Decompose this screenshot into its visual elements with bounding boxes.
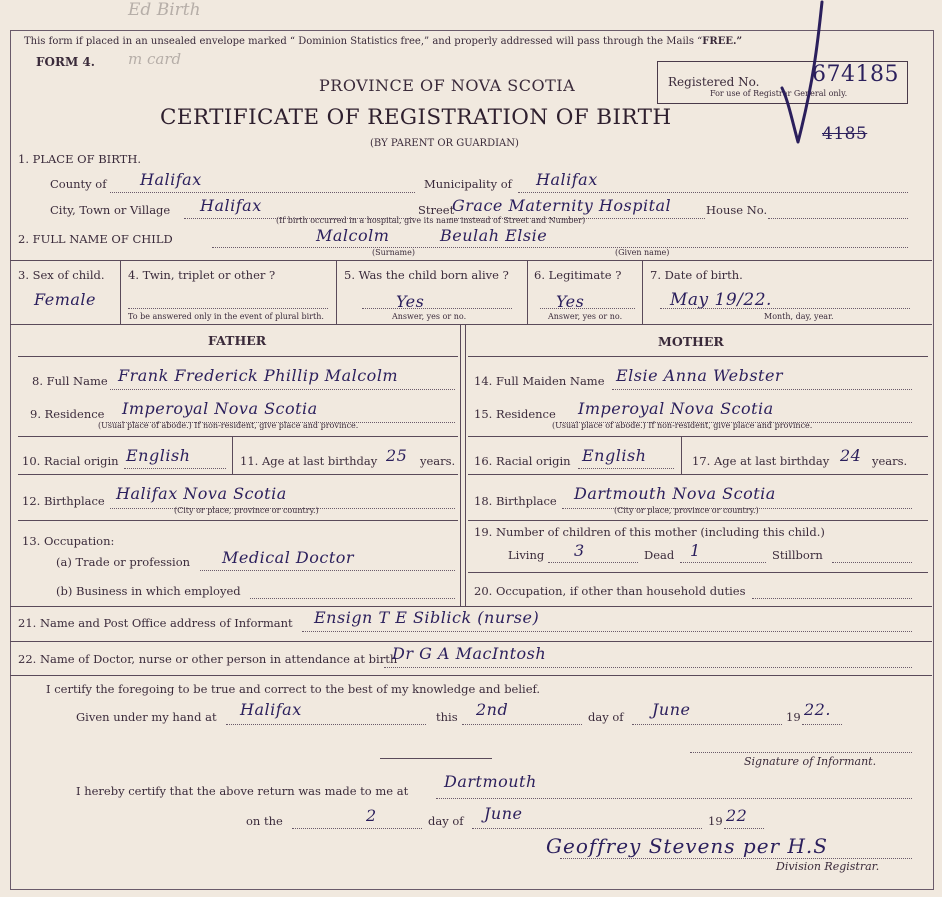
father-years: years. [420,454,456,468]
province-heading: PROVINCE OF NOVA SCOTIA [319,76,576,95]
informant-signature-line [690,752,912,753]
alive-note: Answer, yes or no. [392,312,467,321]
divider [18,520,458,521]
this-label: this [436,710,458,724]
divider [468,356,928,357]
on-the-label: on the [246,814,283,828]
given-under-label: Given under my hand at [76,710,217,724]
municipality-line [518,192,908,193]
father-race-label: 10. Racial origin [22,454,119,468]
mother-heading: MOTHER [658,334,724,349]
father-birthplace-value[interactable]: Halifax Nova Scotia [116,484,287,503]
father-name-value[interactable]: Frank Frederick Phillip Malcolm [118,366,399,385]
attendant-value[interactable]: Dr G A MacIntosh [392,644,547,663]
municipality-value[interactable]: Halifax [536,170,598,189]
informant-line [302,631,912,632]
divider [10,324,932,325]
legitimate-value[interactable]: Yes [556,292,585,311]
pencil-note-top: Ed Birth [128,0,201,20]
stillborn-line [832,562,912,563]
form-number: FORM 4. [36,55,95,69]
short-rule [380,758,492,759]
house-number-label: House No. [706,203,768,217]
parents-divider [465,324,466,606]
father-name-line [110,389,455,390]
divider [232,436,233,474]
return-place-value[interactable]: Dartmouth [444,772,537,791]
month-value[interactable]: June [652,700,691,719]
dob-value[interactable]: May 19/22. [670,290,772,310]
day-line [462,724,582,725]
day2-line [292,828,422,829]
alive-line [362,308,512,309]
city-label: City, Town or Village [50,203,171,217]
living-value[interactable]: 3 [574,541,585,560]
alive-value[interactable]: Yes [396,292,425,311]
year-value[interactable]: 22. [804,700,831,719]
mother-birthplace-note: (City or place, province or country.) [614,506,759,515]
return-place-line [436,798,912,799]
twin-label: 4. Twin, triplet or other ? [128,268,276,282]
mother-name-line [612,389,912,390]
dob-line [660,308,910,309]
dead-line [680,562,766,563]
father-trade-line [200,570,455,571]
father-age-label: 11. Age at last birthday [240,454,378,468]
mother-residence-value[interactable]: Imperoyal Nova Scotia [578,399,774,418]
dead-value[interactable]: 1 [690,541,701,560]
father-residence-label: 9. Residence [30,407,105,421]
day-value[interactable]: 2nd [476,700,509,719]
given-place-value[interactable]: Halifax [240,700,302,719]
year-prefix2: 19 [708,814,723,828]
year-prefix: 19 [786,710,801,724]
alive-label: 5. Was the child born alive ? [344,268,509,282]
registrar-label: Division Registrar. [776,860,880,873]
father-residence-value[interactable]: Imperoyal Nova Scotia [122,399,318,418]
mother-age-label: 17. Age at last birthday [692,454,830,468]
divider [18,474,458,475]
legitimate-line [540,308,635,309]
living-line [548,562,638,563]
street-value[interactable]: Grace Maternity Hospital [452,196,672,215]
father-trade-label: (a) Trade or profession [56,555,191,569]
informant-signature-label: Signature of Informant. [744,755,877,768]
place-of-birth-heading: 1. PLACE OF BIRTH. [18,152,142,166]
dob-note: Month, day, year. [764,312,834,321]
registrar-signature-line [560,858,912,859]
legitimate-label: 6. Legitimate ? [534,268,622,282]
sex-label: 3. Sex of child. [18,268,105,282]
house-number-line [768,218,908,219]
divider [10,260,932,261]
stillborn-label: Stillborn [772,548,823,562]
parents-divider [460,324,461,606]
day-of-label: day of [588,710,624,724]
dead-label: Dead [644,548,675,562]
father-trade-value[interactable]: Medical Doctor [222,548,355,567]
mother-residence-note: (Usual place of abode.) If non-resident, give place and province. [552,421,813,430]
dob-label: 7. Date of birth. [650,268,743,282]
divider [468,520,928,521]
divider [336,260,337,324]
city-value[interactable]: Halifax [200,196,262,215]
mother-race-line [578,468,674,469]
mother-years: years. [872,454,908,468]
given-place-line [226,724,426,725]
mother-race-value[interactable]: English [582,446,647,465]
county-value[interactable]: Halifax [140,170,202,189]
mother-race-label: 16. Racial origin [474,454,571,468]
attendant-line [384,667,912,668]
father-race-value[interactable]: English [126,446,191,465]
child-name-line [212,247,908,248]
street-note: (If birth occurred in a hospital, give its name instead of Street and Number) [276,216,586,225]
mother-residence-label: 15. Residence [474,407,556,421]
father-heading: FATHER [208,333,267,348]
divider [642,260,643,324]
divider [18,436,458,437]
father-occupation-label: 13. Occupation: [22,534,115,548]
month2-value[interactable]: June [484,804,523,823]
mother-birthplace-label: 18. Birthplace [474,494,557,508]
divider [10,606,932,607]
registered-note: For use of Registrar General only. [710,89,848,98]
county-label: County of [50,177,107,191]
divider [10,675,932,676]
divider [18,356,458,357]
street-label: Street [418,203,455,217]
father-race-line [124,468,226,469]
municipality-label: Municipality of [424,177,512,191]
day2-value[interactable]: 2 [366,806,377,825]
registered-label: Registered No. [668,75,760,89]
month2-line [472,828,702,829]
father-business-label: (b) Business in which employed [56,584,241,598]
father-age-value[interactable]: 25 [386,446,408,465]
day-of2-label: day of [428,814,464,828]
mail-notice: This form if placed in an unsealed envelope marked “ Dominion Statistics free,” and properly addressed will pass through the Mails “FREE.” [24,36,743,47]
ink-check-mark [770,0,830,150]
father-name-label: 8. Full Name [32,374,108,388]
year2-value[interactable]: 22 [726,806,748,825]
month-line [632,724,782,725]
twin-line [128,308,328,309]
legitimate-note: Answer, yes or no. [548,312,623,321]
mother-birthplace-value[interactable]: Dartmouth Nova Scotia [574,484,776,503]
twin-note: To be answered only in the event of plural birth. [128,312,324,321]
divider [10,641,932,642]
living-label: Living [508,548,545,562]
child-given-name[interactable]: Beulah Elsie [440,226,548,245]
father-birthplace-note: (City or place, province or country.) [174,506,319,515]
divider [527,260,528,324]
return-label: I hereby certify that the above return was made to me at [76,784,409,798]
mother-children-label: 19. Number of children of this mother (including this child.) [474,525,825,539]
surname-note: (Surname) [372,248,415,257]
mother-occupation-label: 20. Occupation, if other than household duties [474,584,746,598]
child-surname[interactable]: Malcolm [316,226,390,245]
registered-number: 674185 [812,62,899,87]
mother-occupation-line [752,598,912,599]
attendant-label: 22. Name of Doctor, nurse or other person in attendance at birth [18,652,398,666]
father-business-line [250,598,455,599]
county-line [110,192,415,193]
informant-label: 21. Name and Post Office address of Informant [18,616,293,630]
struck-number: 4185 [822,124,868,144]
divider [120,260,121,324]
mother-name-value[interactable]: Elsie Anna Webster [616,366,784,385]
divider [468,572,928,573]
father-residence-note: (Usual place of abode.) If non-resident, give place and province. [98,421,359,430]
year-line [802,724,842,725]
pencil-note-side: m card [128,50,182,68]
child-name-label: 2. FULL NAME OF CHILD [18,232,173,246]
mother-name-label: 14. Full Maiden Name [474,374,605,388]
certify-statement: I certify the foregoing to be true and correct to the best of my knowledge and belief. [46,682,541,696]
certificate-subtitle: (BY PARENT OR GUARDIAN) [370,138,519,149]
informant-value[interactable]: Ensign T E Siblick (nurse) [314,608,540,627]
year2-line [724,828,764,829]
divider [681,436,682,474]
registrar-signature: Geoffrey Stevens per H.S [546,834,828,858]
divider [468,436,928,437]
mother-age-value[interactable]: 24 [840,446,862,465]
father-birthplace-label: 12. Birthplace [22,494,105,508]
certificate-title: CERTIFICATE OF REGISTRATION OF BIRTH [160,105,672,130]
divider [468,474,928,475]
given-name-note: (Given name) [615,248,670,257]
sex-value[interactable]: Female [34,290,96,309]
